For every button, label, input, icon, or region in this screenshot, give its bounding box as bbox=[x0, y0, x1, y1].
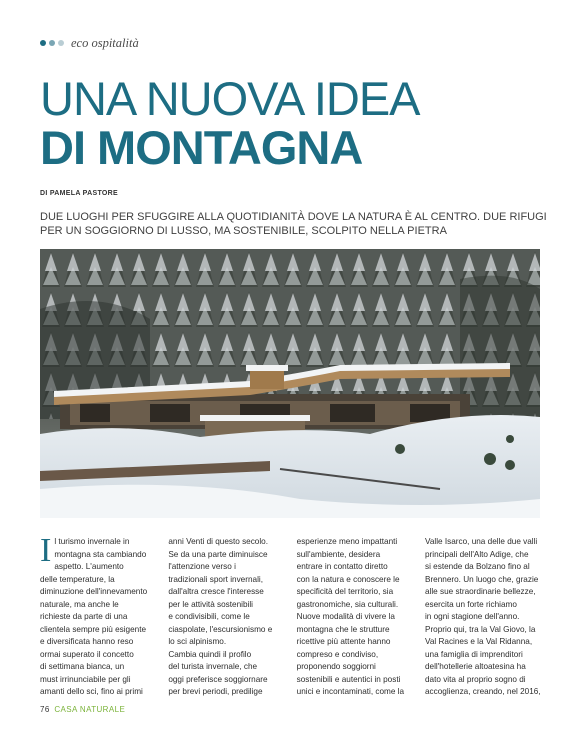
body-column-4 bbox=[425, 536, 540, 699]
headline-line-2: DI MONTAGNA bbox=[40, 121, 363, 174]
text-line: amanti dello sci, fino ai primi bbox=[40, 687, 143, 696]
text-line: alle sue straordinarie bellezze, bbox=[424, 587, 536, 596]
page-footer bbox=[40, 705, 125, 714]
text-line: gastronomiche, sia culturali. bbox=[296, 599, 399, 609]
lead-paragraph bbox=[40, 211, 550, 238]
text-line: l turismo invernale in bbox=[54, 537, 130, 546]
text-line: proponendo soggiorni bbox=[296, 662, 376, 671]
text-line: del turista invernale, che bbox=[168, 662, 258, 671]
column-paragraph bbox=[297, 536, 412, 699]
text-line: Brennero. Un luogo che, grazie bbox=[424, 574, 539, 584]
dot-mid bbox=[49, 40, 55, 46]
text-line: richieste da parte di una bbox=[40, 612, 128, 621]
column-paragraph bbox=[168, 536, 283, 699]
text-line: di settimana bianca, un bbox=[40, 662, 125, 671]
text-line: dato vita al proprio sogno di bbox=[424, 674, 526, 684]
text-line: aspetto. L'aumento bbox=[54, 562, 124, 571]
page-number: 76 bbox=[40, 705, 50, 714]
text-line: entrare in contatto diretto bbox=[296, 562, 388, 571]
column-paragraph bbox=[425, 536, 540, 699]
headline bbox=[40, 74, 420, 172]
text-line: Proprio qui, tra la Val Giovo, la bbox=[424, 624, 536, 634]
text-line: compreso e condiviso, bbox=[296, 649, 379, 659]
text-line: esercita un forte richiamo bbox=[424, 599, 517, 609]
text-line: con la natura e conoscere le bbox=[296, 574, 400, 584]
body-columns bbox=[40, 532, 541, 699]
text-line: Val Racines e la Val Ridanna, bbox=[424, 637, 533, 646]
text-line: e diversificata hanno reso bbox=[40, 637, 134, 646]
text-line: una famiglia di imprenditori bbox=[424, 649, 523, 659]
headline-line-1: UNA NUOVA IDEA bbox=[40, 72, 420, 125]
text-line: montagna sta cambiando bbox=[54, 549, 147, 559]
text-line: dell'hotellerie altoatesina ha bbox=[424, 662, 526, 671]
text-line: tradizionali sport invernali, bbox=[168, 574, 263, 584]
text-line: per le attività sostenibili bbox=[168, 599, 253, 609]
photo-illustration bbox=[40, 249, 540, 518]
dot-light bbox=[58, 40, 64, 46]
text-line: accoglienza, creando, nel 2016, bbox=[424, 687, 541, 696]
text-line: in ogni stagione dell'anno. bbox=[424, 612, 520, 621]
text-line: principali dell'Alto Adige, che bbox=[424, 549, 529, 559]
text-line: sull'ambiente, desidera bbox=[296, 549, 381, 559]
snow-lodge-photo bbox=[40, 249, 540, 518]
dot-dark bbox=[40, 40, 46, 46]
text-line: unici e incontaminati, come la bbox=[296, 687, 405, 696]
text-line: clientela sempre più esigente bbox=[40, 624, 147, 634]
section-label: eco ospitalità bbox=[71, 35, 139, 50]
text-line: l'attenzione verso i bbox=[168, 562, 236, 571]
lead-line: PER UN SOGGIORNO DI LUSSO, MA SOSTENIBILE, SCOLPITO NELLA PIETRA bbox=[40, 224, 447, 237]
text-line: Se da una parte diminuisce bbox=[168, 549, 268, 559]
column-paragraph bbox=[40, 532, 155, 699]
text-line: naturale, ma anche le bbox=[40, 599, 119, 609]
section-tag bbox=[40, 36, 139, 50]
text-line: Nuove modalità di vivere la bbox=[296, 612, 395, 621]
text-line: montagna che le strutture bbox=[296, 624, 390, 634]
lead-line: DUE LUOGHI PER SFUGGIRE ALLA QUOTIDIANITÀ DOVE LA NATURA È AL CENTRO. DUE RIFUGI bbox=[40, 211, 547, 223]
drop-cap: I bbox=[40, 532, 52, 569]
text-line: Cambia quindi il profilo bbox=[168, 649, 252, 659]
text-line: ricettive più attente hanno bbox=[296, 637, 391, 646]
text-line: dall'altra cresce l'interesse bbox=[168, 587, 264, 596]
text-line: e condivisibili, come le bbox=[168, 612, 250, 621]
text-line: lo sci alpinismo. bbox=[168, 637, 227, 646]
text-line: ciaspolate, l'escursionismo e bbox=[168, 624, 273, 634]
text-line: anni Venti di questo secolo. bbox=[168, 537, 269, 546]
text-line: ormai superato il concetto bbox=[40, 649, 134, 659]
text-line: esperienze meno impattanti bbox=[296, 537, 398, 546]
text-line: Valle Isarco, una delle due valli bbox=[424, 537, 538, 546]
text-line: diminuzione dell'innevamento bbox=[40, 587, 148, 596]
byline: DI PAMELA PASTORE bbox=[40, 190, 118, 197]
body-column-2 bbox=[168, 536, 283, 699]
text-line: oggi preferisce soggiornare bbox=[168, 674, 268, 684]
text-line: si estende da Bolzano fino al bbox=[424, 562, 530, 571]
text-line: per brevi periodi, predilige bbox=[168, 687, 263, 696]
body-column-3 bbox=[297, 536, 412, 699]
text-line: delle temperature, la bbox=[40, 574, 115, 584]
magazine-name: CASA NATURALE bbox=[54, 705, 126, 714]
text-line: must irrinunciabile per gli bbox=[40, 674, 131, 684]
text-line: specificità del territorio, sia bbox=[296, 587, 394, 596]
body-column-1 bbox=[40, 532, 155, 699]
text-line: sostenibili e autentici in posti bbox=[296, 674, 401, 684]
